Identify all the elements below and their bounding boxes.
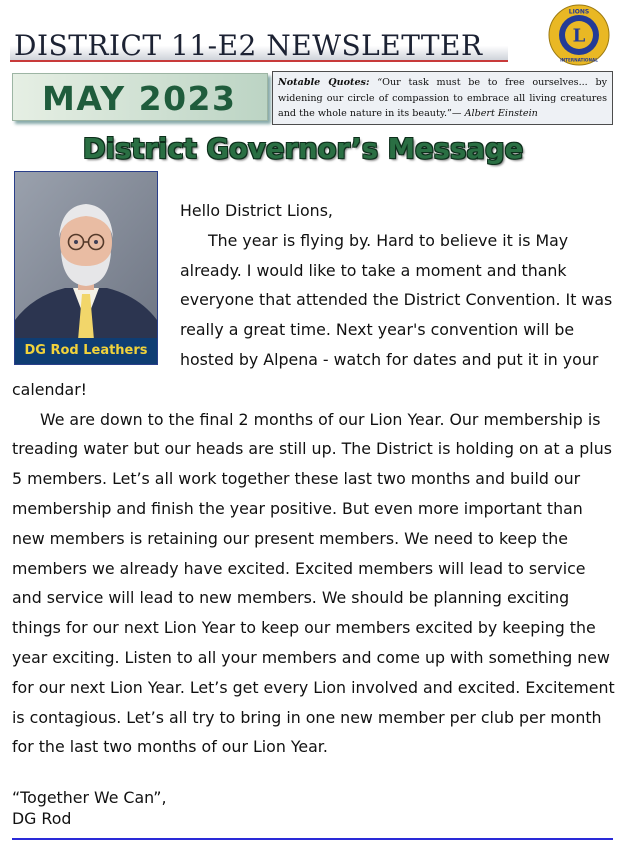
issue-month-box <box>12 73 268 121</box>
photo-wrap-spacer <box>12 196 180 370</box>
letter-closing: “Together We Can”, <box>12 788 167 807</box>
issue-month: MAY 2023 <box>42 79 237 118</box>
notable-quote-box <box>272 71 613 125</box>
quote-label: Notable Quotes: <box>278 77 370 88</box>
section-heading: District Governor’s Message <box>82 133 524 165</box>
letter-greeting: Hello District Lions, <box>180 201 333 220</box>
letter-paragraph-2-text: We are down to the final 2 months of our Lion Year. Our membership is treading water but our heads are still up. The District is holding on at a plus 5 members. Let’s all work together these last two months and build our membership and finish the year positive. But even more important than new members is retaining our present members. We need to keep the members we already have excited. Excited members will lead to service and service will lead to new members. We should be planning exciting things for our next Lion Year to keep our members excited by keeping the year exciting. Listen to all your members and come up with something new for our next Lion Year. Let’s get every Lion involved and excited. Excitement is contagious. Let’s all try to bring in one new member per club per month for the last two months of our Lion Year. <box>12 409 615 757</box>
bottom-divider <box>12 838 613 840</box>
svg-text:L: L <box>572 25 586 47</box>
governor-letter <box>12 196 616 762</box>
letter-signoff <box>12 787 312 829</box>
masthead-banner <box>10 28 508 62</box>
quote-text: “Our task must be to free ourselves... by widening our circle of compassion to embrace all living creatures and the whole nature in its beauty.”— <box>278 77 607 119</box>
photo-caption: DG Rod Leathers <box>15 338 157 364</box>
letter-paragraph-2 <box>12 405 616 763</box>
letter-signature: DG Rod <box>12 809 72 828</box>
newsletter-title: DISTRICT 11-E2 NEWSLETTER <box>14 29 483 62</box>
lions-logo-top-text: LIONS <box>568 8 590 16</box>
lions-logo-icon <box>548 4 610 66</box>
quote-author: Albert Einstein <box>464 108 538 119</box>
letter-paragraph-1-text: The year is flying by. Hard to believe it is May already. I would like to take a moment and thank everyone that attended the District Convention. It was really a great time. Next year's convention will be hosted by Alpena - watch for dates and put it in your calendar! <box>12 230 613 399</box>
lions-logo-bottom-text: INTERNATIONAL <box>560 57 598 63</box>
